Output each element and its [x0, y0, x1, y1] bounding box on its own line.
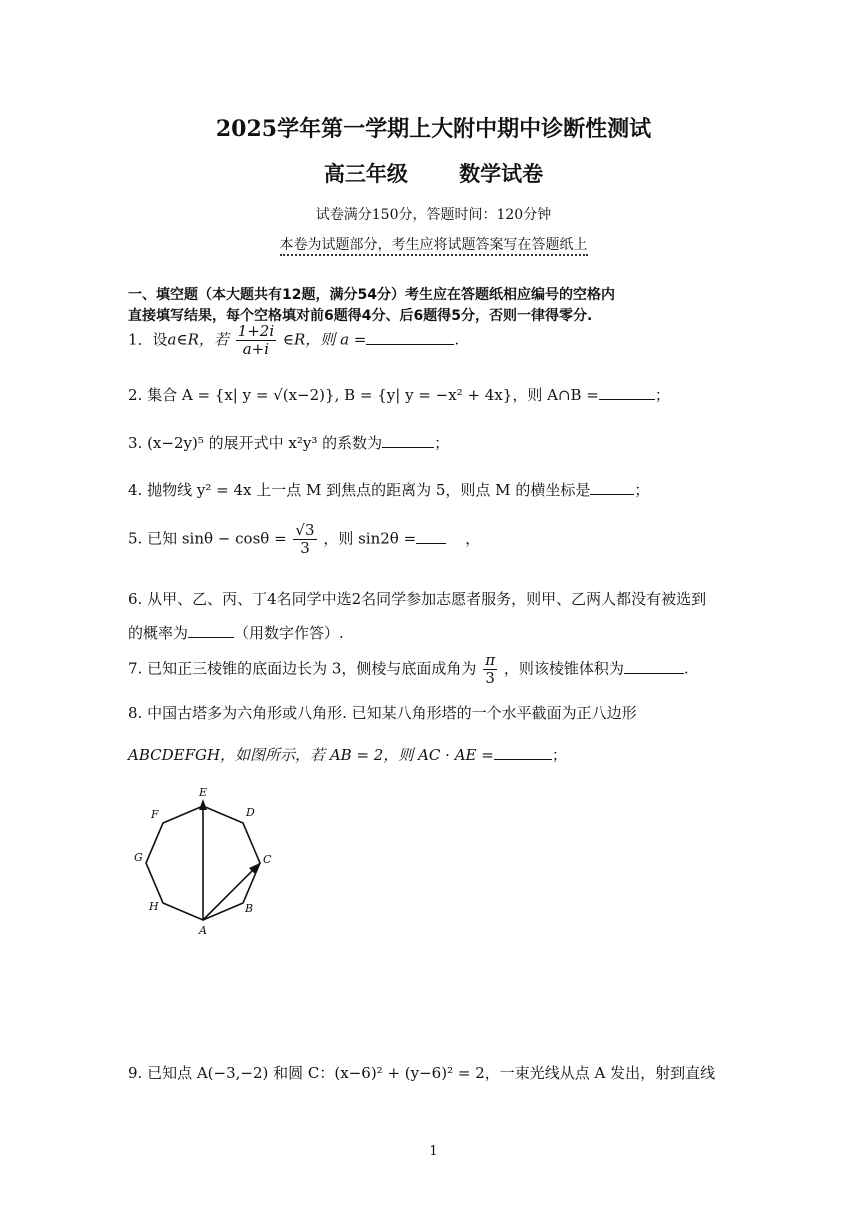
question-9: 9. 已知点 A(−3,−2) 和圆 C：(x−6)² + (y−6)² = 2，一束光线从点 A 发出，射到直线	[128, 1064, 716, 1082]
question-4	[128, 479, 649, 500]
q1-pre: 1．设	[128, 330, 168, 349]
q1-num: 1+2i	[237, 322, 275, 340]
section1-line1: 一、填空题（本大题共有12题，满分54分）考生应在答题纸相应编号的空格内	[128, 287, 615, 303]
q4-answer-blank[interactable]	[590, 480, 634, 495]
label-g: G	[134, 851, 143, 864]
q2-answer-blank[interactable]	[599, 385, 655, 400]
q5-end: ，	[465, 529, 481, 548]
section1-line2: 直接填写结果，每个空格填对前6题得4分、后6题得5分，否则一律得零分.	[128, 308, 593, 324]
q8-answer-blank[interactable]	[494, 745, 552, 760]
q1-cond: a∈R，若	[167, 330, 229, 349]
exam-info: 试卷满分150分，答题时间：120分钟	[315, 207, 552, 223]
exam-notice	[0, 234, 867, 254]
q5-post: ，则 sin2θ =	[323, 529, 417, 548]
exam-title: 2025学年第一学期上大附中期中诊断性测试	[215, 116, 652, 142]
label-e: E	[199, 786, 208, 799]
label-a: A	[199, 924, 207, 937]
q6-line2: 的概率为	[128, 624, 189, 642]
q7-den: 3	[485, 669, 495, 687]
subject-label: 数学试卷	[459, 161, 544, 186]
question-6-line1: 6. 从甲、乙、丙、丁4名同学中选2名同学参加志愿者服务，则甲、乙两人都没有被选到	[128, 590, 707, 608]
q3-answer-blank[interactable]	[382, 433, 434, 448]
q6-line2-end: （用数字作答）.	[234, 624, 344, 642]
notice-text: 本卷为试题部分，考生应将试题答案写在答题纸上	[280, 237, 588, 256]
question-2	[128, 384, 670, 405]
q1-end: .	[454, 330, 460, 349]
q7-answer-blank[interactable]	[624, 659, 684, 674]
vector-ae-arrowhead	[199, 799, 207, 810]
q5-num: √3	[295, 521, 315, 539]
octagon-figure	[125, 780, 285, 940]
q4-text: 4. 抛物线 y² = 4x 上一点 M 到焦点的距离为 5，则点 M 的横坐标是	[128, 481, 591, 499]
q6-answer-blank[interactable]	[188, 623, 234, 638]
exam-subtitle	[0, 158, 867, 188]
q7-fraction	[483, 652, 497, 687]
q3-text: 3. (x−2y)⁵ 的展开式中 x²y³ 的系数为	[128, 434, 383, 452]
label-f: F	[151, 808, 159, 821]
q8-end: ；	[551, 746, 567, 764]
q2-end: ；	[654, 386, 670, 404]
q7-end: .	[683, 659, 689, 678]
q7-post: ，则该棱锥体积为	[503, 659, 624, 678]
q1-fraction	[236, 323, 276, 358]
q2-text: 2. 集合 A = {x| y = √(x−2)}, B = {y| y = −x² + 4x}，则 A∩B =	[128, 386, 599, 404]
q7-pre: 7. 已知正三棱锥的底面边长为 3，侧棱与底面成角为	[128, 659, 477, 678]
q1-den: a+i	[242, 340, 270, 358]
q1-post: ∈R，则 a =	[282, 330, 367, 349]
q5-fraction	[293, 522, 316, 557]
q4-end: ；	[634, 481, 650, 499]
question-8-line1: 8. 中国古塔多为六角形或八角形. 已知某八角形塔的一个水平截面为正八边形	[128, 704, 637, 722]
question-1	[128, 323, 459, 358]
page-number: 1	[429, 1144, 438, 1159]
q5-den: 3	[300, 539, 310, 557]
question-7	[128, 652, 689, 687]
q5-pre: 5. 已知 sinθ − cosθ =	[128, 529, 287, 548]
q1-answer-blank[interactable]	[366, 330, 454, 345]
question-6-line2	[128, 622, 344, 643]
q5-answer-blank[interactable]	[416, 529, 446, 544]
question-8-line2	[128, 744, 567, 765]
q8-line2: ABCDEFGH，如图所示，若 AB = 2，则 AC · AE =	[128, 746, 494, 764]
q7-num: π	[485, 651, 496, 669]
question-5	[128, 522, 480, 557]
label-b: B	[245, 902, 254, 915]
label-c: C	[263, 853, 272, 866]
label-d: D	[246, 806, 255, 819]
question-3	[128, 432, 449, 453]
grade-label: 高三年级	[323, 161, 408, 186]
label-h: H	[149, 900, 159, 913]
q3-end: ；	[434, 434, 450, 452]
